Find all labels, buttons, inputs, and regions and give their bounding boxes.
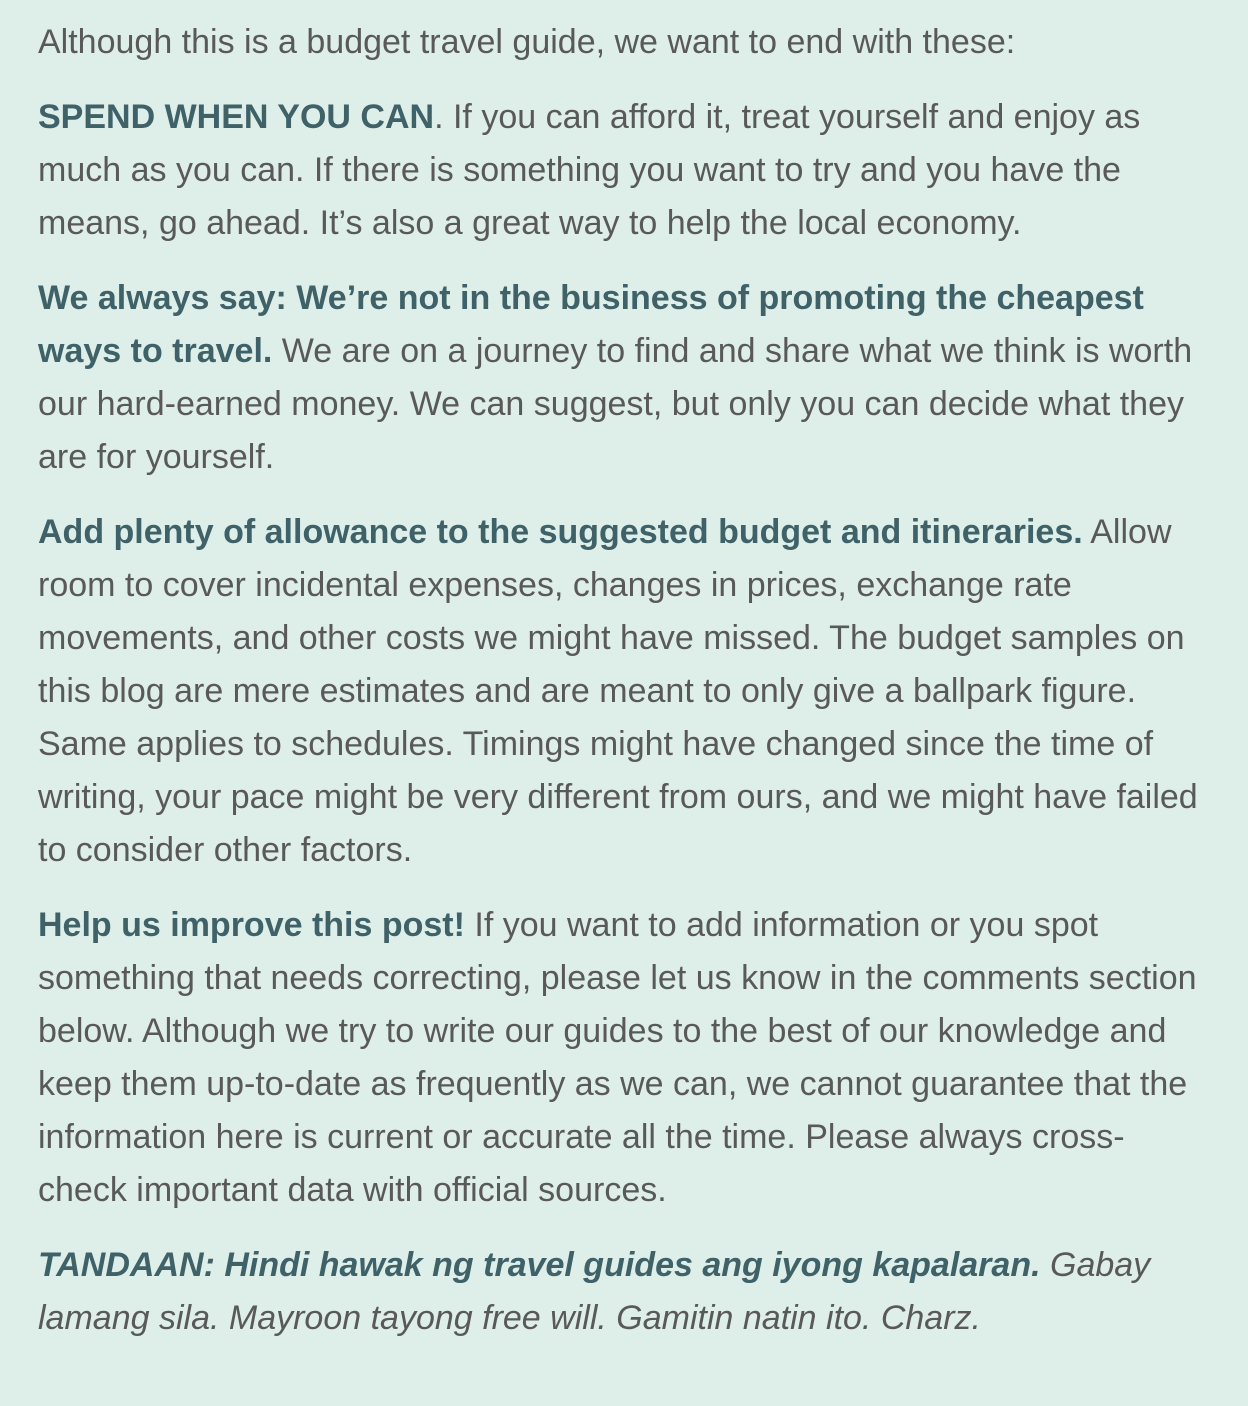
spend-when-you-can-text: . If you can afford it, treat yourself and enjoy as much as you can. If there is something you want to try and you have the means, go ahead. It’s also a great way to help the local economy.: [38, 98, 1141, 242]
we-always-say-text: We are on a journey to find and share what we think is worth our hard-earned money. We can suggest, but only you can decide what they are for yourself.: [38, 332, 1193, 476]
paragraph-add-allowance: [38, 506, 1210, 877]
paragraph-spend-when-you-can: [38, 91, 1210, 250]
paragraph-tandaan: [38, 1239, 1210, 1345]
spend-when-you-can-lead: SPEND WHEN YOU CAN: [38, 98, 435, 136]
help-us-improve-lead: Help us improve this post!: [38, 906, 465, 944]
tandaan-lead: TANDAAN: Hindi hawak ng travel guides ang iyong kapalaran.: [38, 1246, 1041, 1284]
intro-paragraph: [38, 16, 1210, 69]
paragraph-we-always-say: [38, 272, 1210, 484]
intro-text: Although this is a budget travel guide, we want to end with these:: [38, 23, 1016, 61]
help-us-improve-text: If you want to add information or you spot something that needs correcting, please let us know in the comments section below. Although we try to write our guides to the best of our knowledge and keep them up-to-date as frequently as we can, we cannot guarantee that the information here is current or accurate all the time. Please always cross-check important data with official sources.: [38, 906, 1197, 1209]
we-always-say-lead: We always say: We’re not in the business of promoting the cheapest ways to travel.: [38, 279, 1144, 370]
tandaan-text: Gabay lamang sila. Mayroon tayong free will. Gamitin natin ito. Charz.: [38, 1246, 1151, 1337]
add-allowance-lead: Add plenty of allowance to the suggested budget and itineraries.: [38, 513, 1083, 551]
add-allowance-text: Allow room to cover incidental expenses, changes in prices, exchange rate movements, and other costs we might have missed. The budget samples on this blog are mere estimates and are meant to only give a ballpark figure. Same applies to schedules. Timings might have changed since the time of writing, your pace might be very different from ours, and we might have failed to consider other factors.: [38, 513, 1198, 869]
paragraph-help-us-improve: [38, 899, 1210, 1217]
